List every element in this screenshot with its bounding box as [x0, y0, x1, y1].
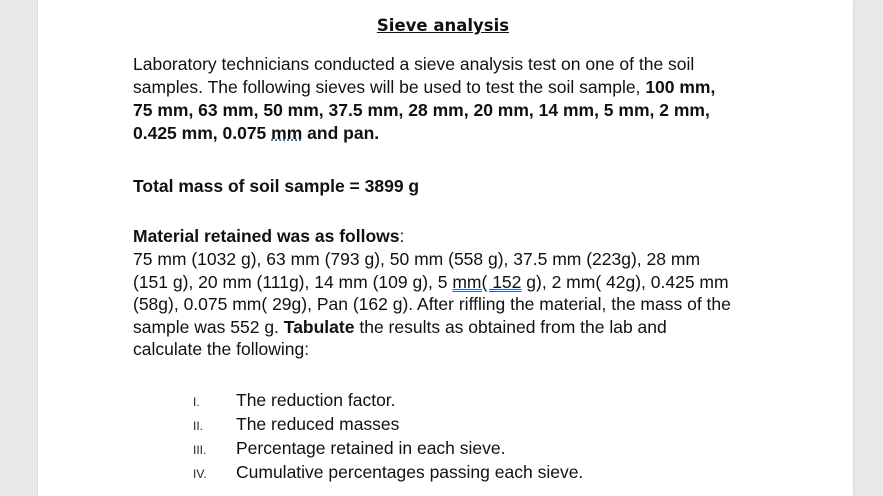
intro-paragraph	[133, 53, 733, 145]
page-title: Sieve analysis	[376, 16, 510, 35]
retained-heading	[133, 225, 404, 248]
sieve-unit-spellcheck[interactable]: mm	[271, 123, 303, 143]
retained-text-2: g), 2 mm( 42g), 0.425 mm (58g), 0.075 mm( 29g), Pan (162 g). After riffling the material, the mass of the sample was 552 g.	[133, 271, 731, 337]
tabulate-keyword: Tabulate	[283, 316, 355, 337]
sieve-list: 100 mm, 75 mm, 63 mm, 50 mm, 37.5 mm, 28 mm, 20 mm, 14 mm, 5 mm, 2 mm, 0.425 mm, 0.075	[133, 77, 716, 143]
list-text: Percentage retained in each sieve.	[236, 438, 506, 458]
intro-text: Laboratory technicians conducted a sieve analysis test on one of the soil samples. The following sieves will be used to test the soil sample,	[133, 54, 695, 97]
list-item	[193, 460, 583, 484]
list-text: Cumulative percentages passing each sieve.	[236, 462, 584, 482]
list-number: III.	[193, 443, 207, 457]
list-text: The reduced masses	[236, 414, 400, 434]
list-item	[193, 388, 583, 412]
retained-heading-colon: :	[399, 226, 405, 246]
task-list	[193, 388, 583, 484]
total-mass-line: Total mass of soil sample = 3899 g	[133, 176, 420, 196]
list-number: IV.	[193, 467, 207, 481]
list-item	[193, 436, 583, 460]
retained-heading-text: Material retained was as follows	[133, 226, 400, 246]
list-text: The reduction factor.	[236, 390, 396, 410]
list-number: II.	[193, 419, 204, 433]
list-number: I.	[193, 395, 200, 409]
list-item	[193, 412, 583, 436]
retained-text-3: the results as obtained from the lab and calculate the following:	[133, 316, 667, 359]
document-page	[38, 0, 853, 496]
grammar-marked-text[interactable]: mm( 152	[452, 271, 522, 292]
sieve-list-end: and pan.	[307, 123, 380, 143]
retained-text-1: 75 mm (1032 g), 63 mm (793 g), 50 mm (558 g), 37.5 mm (223g), 28 mm (151 g), 20 mm (111g), 14 mm (109 g), 5	[133, 249, 701, 292]
retained-paragraph	[133, 248, 733, 361]
